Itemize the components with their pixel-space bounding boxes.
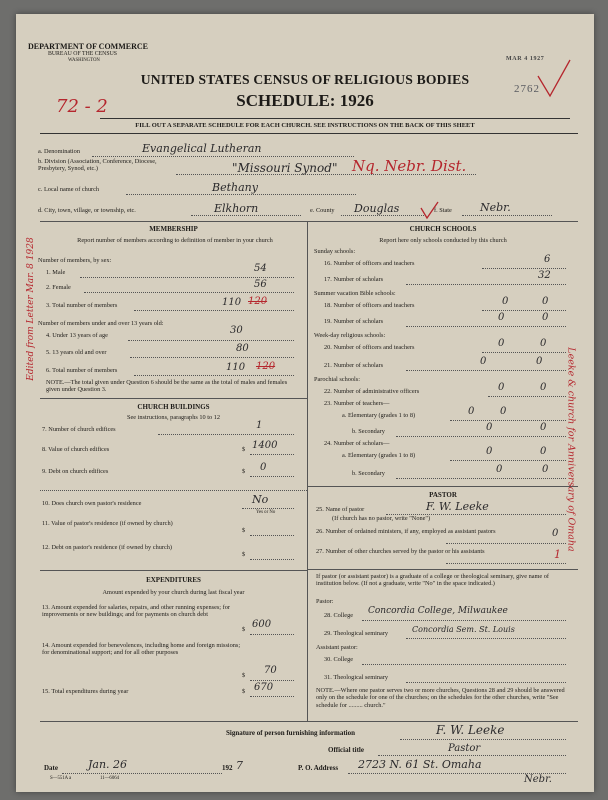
q13-label: 13. Amount expended for salaries, repairs, and other running expenses; for improvements or new buildings; and for payments on church debt [42, 604, 230, 619]
under-13-label: 4. Under 13 years of age [46, 332, 108, 339]
q21-label: 21. Number of scholars [324, 362, 384, 369]
membership-heading: MEMBERSHIP [149, 225, 198, 233]
q19-value-a: 0 [498, 312, 505, 323]
q19-label: 19. Number of scholars [324, 318, 384, 325]
q25-sub: (If church has no pastor, write "None") [332, 515, 431, 522]
buildings-heading: CHURCH BUILDINGS [137, 403, 210, 411]
q11-dollar: $ [242, 527, 246, 534]
q23-sec-value-b: 0 [540, 422, 547, 433]
q27-value: 1 [554, 548, 561, 561]
q8-value: 1400 [252, 440, 278, 451]
date-label: Date [44, 764, 58, 772]
q23-elem-value-a: 0 [468, 406, 475, 417]
q27-label: 27. Number of other churches served by the pastor or his assistants [316, 548, 485, 555]
q21-value-a: 0 [480, 356, 487, 367]
q24-sec-value-b: 0 [542, 464, 549, 475]
q22-label: 22. Number of administrative officers [324, 388, 420, 395]
q31-label: 31. Theological seminary [324, 674, 389, 681]
q18-value-b: 0 [542, 296, 549, 307]
denomination-label: a. Denomination [38, 148, 80, 155]
schools-intro: Report here only schools conducted by this church [379, 237, 507, 244]
q10-value: No [252, 493, 269, 506]
q23-label: 23. Number of teachers— [324, 400, 390, 407]
q9-label: 9. Debt on church edifices [42, 468, 109, 475]
q23-sec-label: b. Secondary [352, 428, 385, 435]
q11-label: 11. Value of pastor's residence (if owned by church) [42, 520, 173, 527]
q13-dollar: $ [242, 626, 246, 633]
date-stamp: MAR 4 1927 [506, 56, 545, 62]
pastor-heading: PASTOR [429, 491, 457, 499]
membership-note: NOTE.—The total given under Question 6 should be the same as the total of males and females given under Question 3. [46, 379, 288, 394]
city-value: Elkhorn [214, 202, 259, 215]
total-members-value: 110 [222, 297, 242, 308]
q9-value: 0 [260, 462, 267, 473]
city-name: WASHINGTON [68, 58, 100, 63]
q15-dollar: $ [242, 688, 246, 695]
q21-value-b: 0 [536, 356, 543, 367]
membership-intro: Report number of members according to definition of member in your church [77, 237, 273, 244]
q19-value-b: 0 [542, 312, 549, 323]
q14-label: 14. Amount expended for benevolences, including home and foreign missions; for denominational support; and for all other purposes [42, 642, 241, 657]
q28-label: 28. College [324, 612, 354, 619]
q8-label: 8. Value of church edifices [42, 446, 110, 453]
q30-label: 30. College [324, 656, 354, 663]
q14-value: 70 [264, 665, 277, 676]
final-note: NOTE.—Where one pastor serves two or more churches, Questions 28 and 29 should be answered only on the schedule for one of the churches; on the schedules for the other churches, write "See schedule for ......... church." [316, 687, 565, 709]
year-handwritten: 7 [236, 759, 243, 772]
age-label: Number of members under and over 13 years old: [38, 320, 164, 327]
total-members-label: 3. Total number of members [46, 302, 118, 309]
department-name: DEPARTMENT OF COMMERCE [28, 42, 149, 51]
q23-elem-value-b: 0 [500, 406, 507, 417]
q26-value: 0 [552, 528, 559, 539]
q20-value-b: 0 [540, 338, 547, 349]
year-prefix: 192 [222, 764, 233, 772]
q7-value: 1 [256, 420, 263, 431]
q28-value: Concordia College, Milwaukee [368, 606, 508, 616]
signature-value: F. W. Leeke [436, 723, 505, 737]
local-name-label: c. Local name of church [38, 186, 100, 193]
sunday-label: Sunday schools: [314, 248, 356, 255]
q16-value: 6 [544, 254, 551, 265]
parochial-label: Parochial schools: [314, 376, 360, 383]
q15-value: 670 [254, 682, 274, 693]
asst-label: Assistant pastor: [316, 644, 358, 651]
q22-value-a: 0 [498, 382, 505, 393]
margin-number: 72 - 2 [56, 96, 108, 117]
check-mark-icon [534, 56, 574, 104]
form-title: UNITED STATES CENSUS OF RELIGIOUS BODIES [140, 72, 470, 87]
q18-label: 18. Number of officers and teachers [324, 302, 415, 309]
instruction-line: FILL OUT A SEPARATE SCHEDULE FOR EACH CHURCH. SEE INSTRUCTIONS ON THE BACK OF THIS SHEET [135, 122, 475, 129]
form-number: S—551A a [50, 776, 72, 781]
q6-struck: 120 [256, 361, 276, 372]
q24-sec-value-a: 0 [496, 464, 503, 475]
male-label: 1. Male [46, 269, 66, 276]
q23-sec-value-a: 0 [486, 422, 493, 433]
q20-label: 20. Number of officers and teachers [324, 344, 415, 351]
right-margin-note: Leeke & church for Anniversary of Omaha [565, 347, 577, 552]
stamp-number: 2762 [514, 83, 540, 95]
q17-value: 32 [538, 270, 551, 281]
q29-label: 29. Theological seminary [324, 630, 389, 637]
form-code: 11—6064 [100, 776, 120, 781]
summer-label: Summer vacation Bible schools: [314, 290, 396, 297]
q25-value: F. W. Leeke [426, 500, 489, 513]
q15-label: 15. Total expenditures during year [42, 688, 129, 695]
q24-sec-label: b. Secondary [352, 470, 385, 477]
weekday-label: Week-day religious schools: [314, 332, 386, 339]
q22-value-b: 0 [540, 382, 547, 393]
q14-dollar: $ [242, 672, 246, 679]
q6-label: 6. Total number of members [46, 367, 118, 374]
q6-value: 110 [226, 362, 246, 373]
q16-label: 16. Number of officers and teachers [324, 260, 415, 267]
q29-value: Concordia Sem. St. Louis [412, 625, 515, 634]
q18-value-a: 0 [502, 296, 509, 307]
division-value: "Missouri Synod" [232, 161, 338, 175]
q24-elem-label: a. Elementary (grades 1 to 8) [342, 452, 416, 459]
county-label: e. County [310, 207, 335, 214]
q12-label: 12. Debt on pastor's residence (if owned by church) [42, 544, 173, 551]
po-label: P. O. Address [298, 764, 339, 772]
q24-elem-value-a: 0 [486, 446, 493, 457]
q17-label: 17. Number of scholars [324, 276, 384, 283]
division-label: b. Division (Association, Conference, Diocese, Presbytery, Synod, etc.) [38, 158, 157, 173]
total-members-struck: 120 [248, 296, 268, 307]
state-label: f. State [434, 207, 452, 214]
by-sex-label: Number of members, by sex: [38, 257, 112, 264]
buildings-sub: See instructions, paragraphs 10 to 12 [126, 414, 221, 421]
q12-dollar: $ [242, 551, 246, 558]
official-title-value: Pastor [448, 743, 481, 754]
over-13-value: 80 [236, 343, 249, 354]
q8-dollar: $ [242, 446, 246, 453]
q20-value-a: 0 [498, 338, 505, 349]
division-annotation: Nq. Nebr. Dist. [352, 157, 467, 175]
q26-label: 26. Number of ordained ministers, if any, employed as assistant pastors [316, 528, 496, 535]
state-value: Nebr. [480, 201, 511, 214]
city-label: d. City, town, village, or township, etc. [38, 207, 136, 214]
schools-heading: CHURCH SCHOOLS [409, 225, 477, 233]
bureau-name: BUREAU OF THE CENSUS [48, 51, 117, 57]
denomination-value: Evangelical Lutheran [142, 142, 262, 155]
po-value: 2723 N. 61 St. Omaha [358, 758, 482, 771]
pastor-label: Pastor: [316, 598, 334, 605]
female-label: 2. Female [46, 284, 71, 291]
expenditures-sub: Amount expended by your church during last fiscal year [102, 589, 245, 596]
q24-label: 24. Number of scholars— [324, 440, 390, 447]
under-13-value: 30 [230, 325, 243, 336]
graduate-note: If pastor (or assistant pastor) is a graduate of a college or theological seminary, give name of institution below. (If not a graduate, write "No" in the space indicated.) [316, 573, 550, 588]
column-divider [307, 221, 308, 721]
q10-label: 10. Does church own pastor's residence [42, 500, 142, 507]
over-13-label: 5. 13 years old and over [46, 349, 107, 356]
left-margin-note: Edited from Letter Mar. 8 1928 [26, 237, 36, 381]
female-value: 56 [254, 279, 267, 290]
po-state: Nebr. [524, 774, 552, 785]
q7-label: 7. Number of church edifices [42, 426, 116, 433]
q23-elem-label: a. Elementary (grades 1 to 8) [342, 412, 416, 419]
q9-dollar: $ [242, 468, 246, 475]
q13-value: 600 [252, 619, 272, 630]
county-value: Douglas [354, 202, 400, 215]
q24-elem-value-b: 0 [540, 446, 547, 457]
census-schedule-page [16, 14, 594, 792]
date-value: Jan. 26 [88, 758, 128, 771]
schedule-year: SCHEDULE: 1926 [236, 91, 374, 110]
q25-label: 25. Name of pastor [316, 506, 365, 513]
signature-label: Signature of person furnishing information [226, 729, 355, 737]
male-value: 54 [254, 263, 267, 274]
official-title-label: Official title [328, 746, 364, 754]
expenditures-heading: EXPENDITURES [146, 576, 201, 584]
yes-no-hint: Yes or No [256, 510, 276, 515]
local-name-value: Bethany [212, 181, 258, 194]
